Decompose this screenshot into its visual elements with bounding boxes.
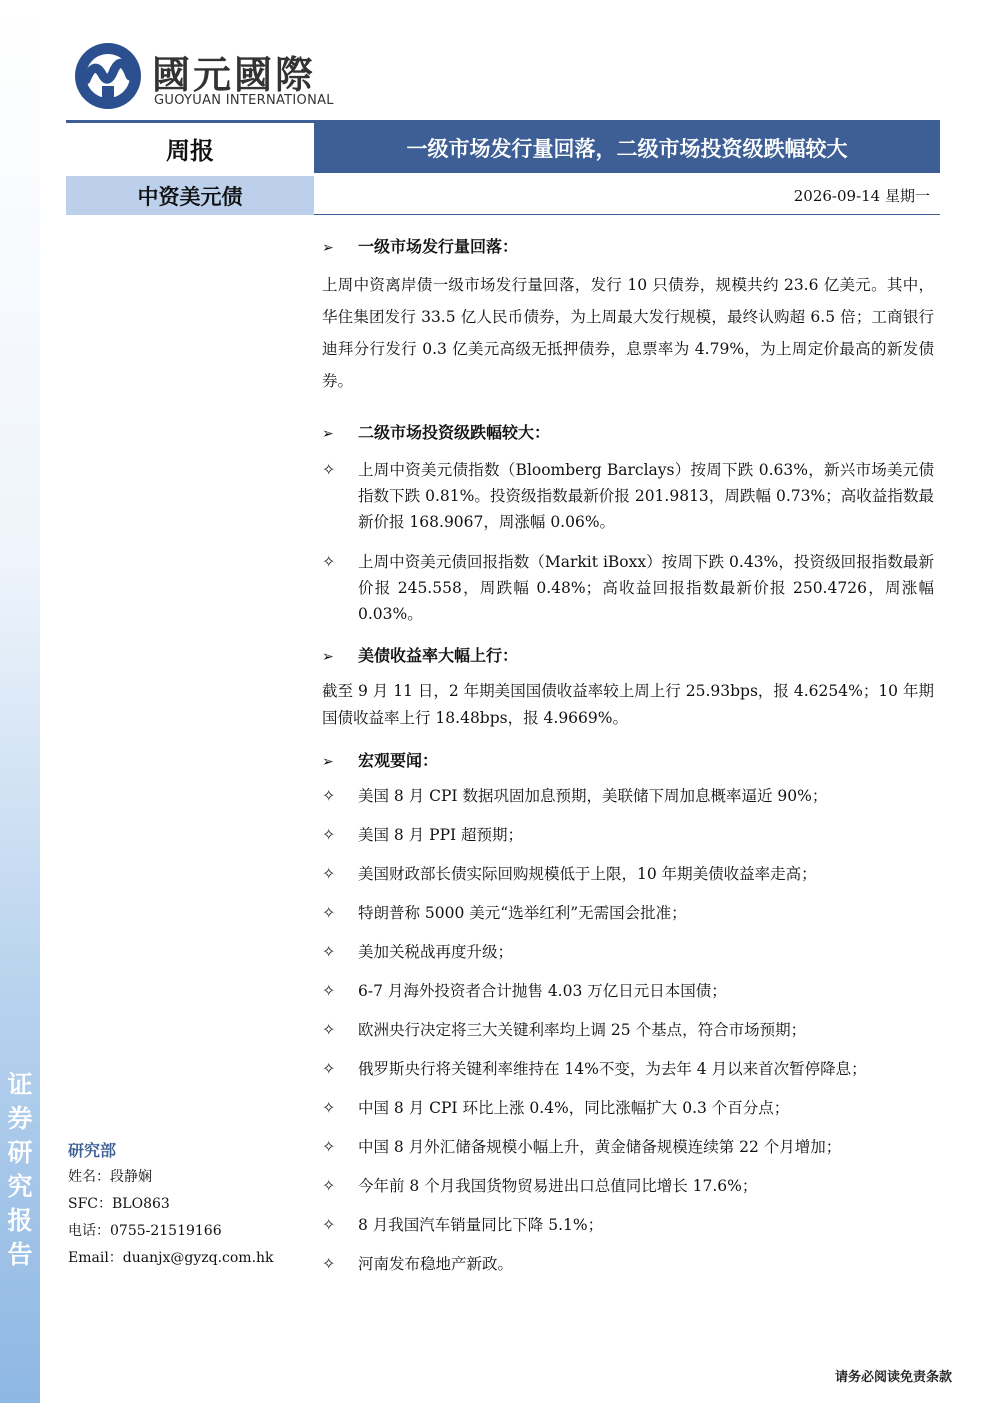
company-logo <box>72 40 342 110</box>
list-item-text: 美国财政部长债实际回购规模低于上限，10 年期美债收益率走高； <box>358 865 817 883</box>
section-heading-macro-news <box>322 748 934 771</box>
analyst-info <box>68 1137 298 1272</box>
report-type: 周报 <box>66 123 314 173</box>
section-heading-text: 宏观要闻： <box>358 751 439 770</box>
logo-chinese-name: 國元國際 <box>152 53 317 97</box>
list-item-text: 今年前 8 个月我国货物贸易进出口总值同比增长 17.6%； <box>358 1177 758 1195</box>
list-item-text: 欧洲央行决定将三大关键利率均上调 25 个基点，符合市场预期； <box>358 1021 807 1039</box>
diamond-outline-icon: ✧ <box>322 1020 336 1039</box>
report-date: 2026-09-14 星期一 <box>793 187 930 205</box>
section-heading-text: 一级市场发行量回落： <box>358 237 519 256</box>
list-item-text: 美国 8 月 PPI 超预期； <box>358 826 524 844</box>
list-item <box>322 900 934 926</box>
arrowhead-icon: ➢ <box>322 754 334 770</box>
list-item-text: 美加关税战再度升级； <box>358 943 514 961</box>
section-body-primary-market: 上周中资离岸债一级市场发行量回落，发行 10 只债券，规模共约 23.6 亿美元。其中，华住集团发行 33.5 亿人民币债券，为上周最大发行规模，最终认购超 6.5 倍；工商银行迪拜分行发行 0.3 亿美元高级无抵押债券，息票率为 4.79%，为上周定价最高的新发债券。 <box>322 276 934 390</box>
list-item <box>322 783 934 809</box>
list-item <box>322 1251 934 1277</box>
diamond-outline-icon: ✧ <box>322 1176 336 1195</box>
list-item-text: 河南发布稳地产新政。 <box>358 1255 514 1273</box>
section-body-treasury-yields: 截至 9 月 11 日，2 年期美国国债收益率较上周上行 25.93bps，报 4.6254%；10 年期国债收益率上行 18.48bps，报 4.9669%。 <box>322 682 934 727</box>
list-item <box>322 1134 934 1160</box>
list-item-text: 美国 8 月 CPI 数据巩固加息预期，美联储下周加息概率逼近 90%； <box>358 787 828 805</box>
section-heading-treasury-yields <box>322 643 934 666</box>
list-item <box>322 1017 934 1043</box>
analyst-sfc: SFC：BLO863 <box>68 1196 170 1212</box>
list-item-text: 6-7 月海外投资者合计抛售 4.03 万亿日元日本国债； <box>358 982 727 1000</box>
list-item <box>322 457 934 535</box>
report-title: 一级市场发行量回落，二级市场投资级跌幅较大 <box>314 123 940 173</box>
section-heading-primary-market <box>322 234 934 257</box>
diamond-outline-icon: ✧ <box>322 825 336 844</box>
logo-mark-icon <box>72 40 144 112</box>
list-item <box>322 1095 934 1121</box>
list-item <box>322 1056 934 1082</box>
list-item <box>322 822 934 848</box>
diamond-outline-icon: ✧ <box>322 903 336 922</box>
date-rule <box>314 214 940 215</box>
section-heading-text: 二级市场投资级跌幅较大： <box>358 423 551 442</box>
diamond-outline-icon: ✧ <box>322 1098 336 1117</box>
analyst-name: 姓名：段静娴 <box>68 1169 152 1185</box>
list-item <box>322 1173 934 1199</box>
list-item-text: 中国 8 月外汇储备规模小幅上升，黄金储备规模连续第 22 个月增加； <box>358 1138 842 1156</box>
diamond-outline-icon: ✧ <box>322 1137 336 1156</box>
report-date-cell <box>314 176 940 215</box>
arrowhead-icon: ➢ <box>322 649 334 665</box>
disclaimer-link[interactable]: 请务必阅读免责条款 <box>834 1370 952 1385</box>
diamond-outline-icon: ✧ <box>322 1215 336 1234</box>
section-heading-secondary-market <box>322 420 934 443</box>
diamond-outline-icon: ✧ <box>322 1254 336 1273</box>
section-heading-text: 美债收益率大幅上行： <box>358 646 519 665</box>
list-item <box>322 549 934 627</box>
analyst-phone: 电话：0755-21519166 <box>68 1223 222 1239</box>
list-item-text: 上周中资美元债回报指数（Markit iBoxx）按周下跌 0.43%，投资级回报指数最新价报 245.558，周跌幅 0.48%；高收益回报指数最新价报 250.4726，周涨幅 0.03%。 <box>358 553 934 623</box>
list-item-text: 上周中资美元债指数（Bloomberg Barclays）按周下跌 0.63%，新兴市场美元债指数下跌 0.81%。投资级指数最新价报 201.9813，周跌幅 0.73%；高收益指数最新价报 168.9067，周涨幅 0.06%。 <box>358 461 934 531</box>
diamond-outline-icon: ✧ <box>322 1059 336 1078</box>
list-item-text: 特朗普称 5000 美元“选举红利”无需国会批准； <box>358 904 687 922</box>
diamond-outline-icon: ✧ <box>322 981 336 1000</box>
diamond-outline-icon: ✧ <box>322 942 336 961</box>
list-item <box>322 978 934 1004</box>
diamond-outline-icon: ✧ <box>322 460 336 479</box>
arrowhead-icon: ➢ <box>322 426 334 442</box>
logo-english-name: GUOYUAN INTERNATIONAL <box>154 93 334 108</box>
list-item-text: 俄罗斯央行将关键利率维持在 14%不变，为去年 4 月以来首次暂停降息； <box>358 1060 867 1078</box>
diamond-outline-icon: ✧ <box>322 786 336 805</box>
list-item-text: 8 月我国汽车销量同比下降 5.1%； <box>358 1216 604 1234</box>
list-item <box>322 939 934 965</box>
research-dept-heading: 研究部 <box>68 1141 117 1160</box>
analyst-email[interactable]: Email：duanjx@gyzq.com.hk <box>68 1250 274 1266</box>
list-item-text: 中国 8 月 CPI 环比上涨 0.4%，同比涨幅扩大 0.3 个百分点； <box>358 1099 790 1117</box>
report-type-vertical-label: 证券研究报告 <box>7 1070 33 1269</box>
diamond-outline-icon: ✧ <box>322 552 336 571</box>
list-item <box>322 1212 934 1238</box>
arrowhead-icon: ➢ <box>322 240 334 256</box>
diamond-outline-icon: ✧ <box>322 864 336 883</box>
report-category: 中资美元债 <box>66 176 314 215</box>
list-item <box>322 861 934 887</box>
